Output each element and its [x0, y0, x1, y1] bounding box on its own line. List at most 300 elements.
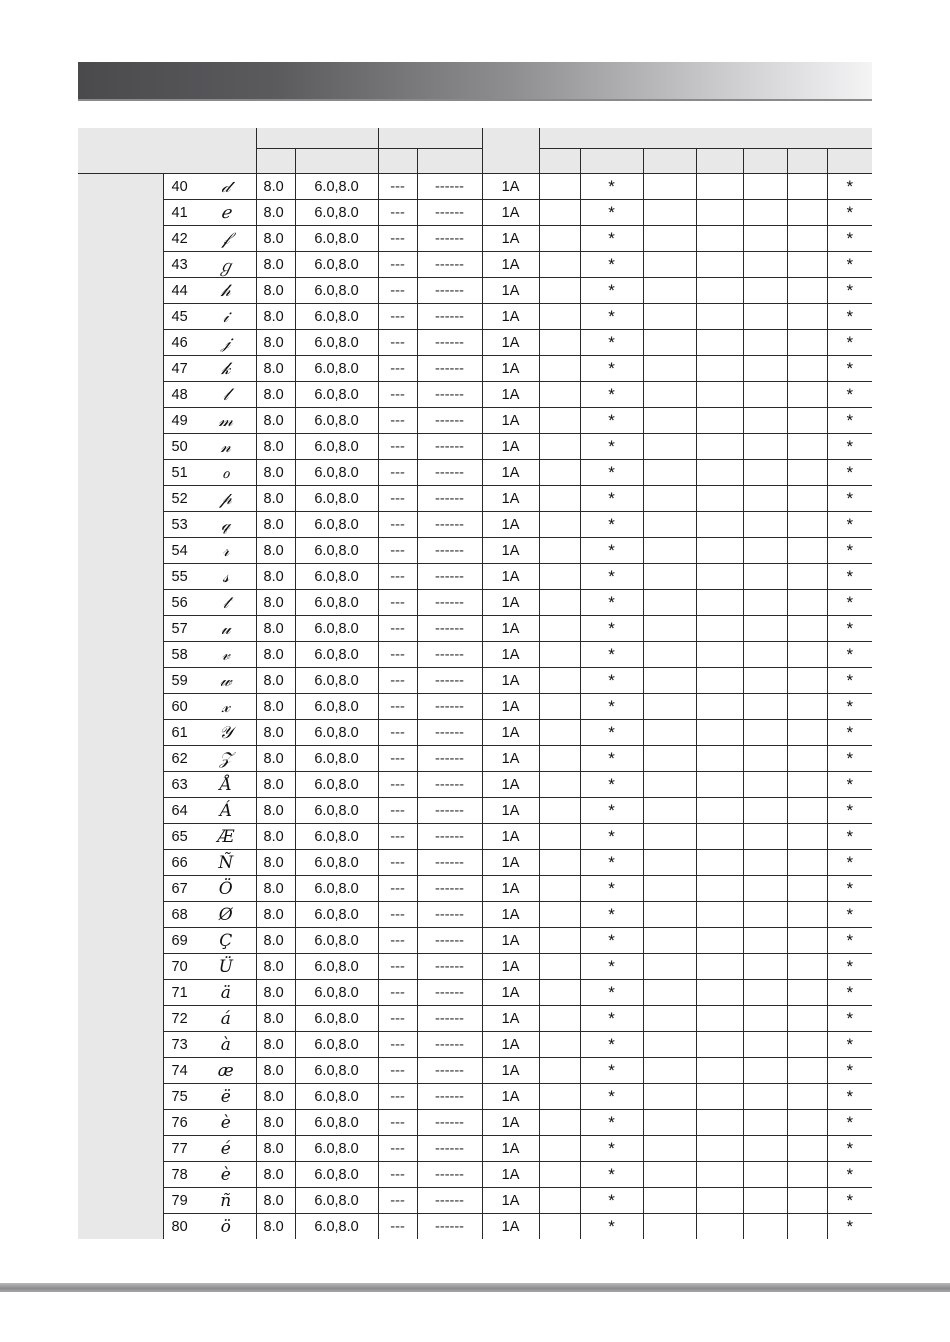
- empty-cell: [696, 954, 743, 980]
- value-cell: ------: [417, 460, 482, 486]
- value-cell: ------: [417, 1006, 482, 1032]
- code-number-cell: 67: [163, 876, 210, 902]
- star-mark-cell: *: [827, 590, 872, 616]
- script-glyph-cell: 𝒿: [210, 330, 256, 356]
- value-cell: ------: [417, 616, 482, 642]
- code-number-cell: 68: [163, 902, 210, 928]
- value-cell: ---: [378, 720, 417, 746]
- empty-cell: [787, 798, 827, 824]
- star-mark-cell: *: [827, 226, 872, 252]
- empty-cell: [743, 668, 787, 694]
- value-cell: ---: [378, 642, 417, 668]
- value-cell: ------: [417, 642, 482, 668]
- value-cell: 6.0,8.0: [295, 304, 378, 330]
- empty-cell: [743, 1084, 787, 1110]
- empty-cell: [696, 1162, 743, 1188]
- code-number-cell: 60: [163, 694, 210, 720]
- star-mark-cell: *: [827, 1188, 872, 1214]
- empty-cell: [539, 434, 580, 460]
- empty-cell: [539, 798, 580, 824]
- script-glyph-cell: Ç: [210, 928, 256, 954]
- empty-cell: [539, 1188, 580, 1214]
- code-number-cell: 72: [163, 1006, 210, 1032]
- empty-cell: [787, 252, 827, 278]
- header-group-3: [482, 128, 539, 174]
- value-cell: 1A: [482, 954, 539, 980]
- script-glyph-cell: 𝓅: [210, 486, 256, 512]
- empty-cell: [643, 928, 696, 954]
- value-cell: 8.0: [256, 200, 295, 226]
- star-mark-cell: *: [580, 382, 643, 408]
- value-cell: ------: [417, 694, 482, 720]
- value-cell: 6.0,8.0: [295, 486, 378, 512]
- value-cell: 8.0: [256, 1058, 295, 1084]
- value-cell: 6.0,8.0: [295, 252, 378, 278]
- code-number-cell: 47: [163, 356, 210, 382]
- star-mark-cell: *: [827, 850, 872, 876]
- empty-cell: [743, 876, 787, 902]
- value-cell: 8.0: [256, 980, 295, 1006]
- value-cell: ---: [378, 590, 417, 616]
- script-glyph-cell: 𝒴: [210, 720, 256, 746]
- table-row: [78, 876, 872, 902]
- empty-cell: [539, 980, 580, 1006]
- value-cell: ---: [378, 252, 417, 278]
- empty-cell: [643, 356, 696, 382]
- empty-cell: [643, 876, 696, 902]
- value-cell: 1A: [482, 720, 539, 746]
- script-glyph-cell: 𝓂: [210, 408, 256, 434]
- empty-cell: [696, 668, 743, 694]
- empty-cell: [696, 174, 743, 200]
- value-cell: ---: [378, 1188, 417, 1214]
- code-number-cell: 51: [163, 460, 210, 486]
- code-number-cell: 52: [163, 486, 210, 512]
- empty-cell: [743, 564, 787, 590]
- code-number-cell: 41: [163, 200, 210, 226]
- script-glyph-cell: à: [210, 1032, 256, 1058]
- value-cell: ---: [378, 1110, 417, 1136]
- empty-cell: [539, 1006, 580, 1032]
- value-cell: 8.0: [256, 746, 295, 772]
- star-mark-cell: *: [827, 486, 872, 512]
- empty-cell: [743, 746, 787, 772]
- star-mark-cell: *: [580, 564, 643, 590]
- empty-cell: [696, 330, 743, 356]
- value-cell: 1A: [482, 382, 539, 408]
- table-row: [78, 226, 872, 252]
- value-cell: ---: [378, 798, 417, 824]
- header-group-2: [378, 128, 482, 149]
- empty-cell: [743, 1136, 787, 1162]
- script-glyph-cell: Å: [210, 772, 256, 798]
- star-mark-cell: *: [580, 460, 643, 486]
- star-mark-cell: *: [580, 1110, 643, 1136]
- value-cell: 6.0,8.0: [295, 330, 378, 356]
- empty-cell: [743, 824, 787, 850]
- value-cell: 8.0: [256, 564, 295, 590]
- empty-cell: [539, 564, 580, 590]
- value-cell: 8.0: [256, 278, 295, 304]
- table-row: [78, 746, 872, 772]
- empty-cell: [696, 902, 743, 928]
- empty-cell: [539, 408, 580, 434]
- value-cell: ------: [417, 252, 482, 278]
- empty-cell: [787, 174, 827, 200]
- star-mark-cell: *: [827, 278, 872, 304]
- value-cell: ---: [378, 200, 417, 226]
- value-cell: 6.0,8.0: [295, 824, 378, 850]
- table-row: [78, 382, 872, 408]
- empty-cell: [787, 1110, 827, 1136]
- star-mark-cell: *: [827, 876, 872, 902]
- value-cell: 6.0,8.0: [295, 200, 378, 226]
- value-cell: ---: [378, 538, 417, 564]
- value-cell: 8.0: [256, 382, 295, 408]
- empty-cell: [539, 538, 580, 564]
- empty-cell: [539, 616, 580, 642]
- empty-cell: [787, 278, 827, 304]
- empty-cell: [787, 1006, 827, 1032]
- script-glyph-cell: Ø: [210, 902, 256, 928]
- empty-cell: [643, 1136, 696, 1162]
- table-row: [78, 252, 872, 278]
- empty-cell: [539, 954, 580, 980]
- value-cell: 8.0: [256, 616, 295, 642]
- star-mark-cell: *: [827, 1162, 872, 1188]
- star-mark-cell: *: [827, 1136, 872, 1162]
- table-row: [78, 772, 872, 798]
- code-number-cell: 71: [163, 980, 210, 1006]
- value-cell: ------: [417, 408, 482, 434]
- star-mark-cell: *: [580, 1214, 643, 1240]
- star-mark-cell: *: [827, 408, 872, 434]
- empty-cell: [743, 356, 787, 382]
- star-mark-cell: *: [827, 538, 872, 564]
- empty-cell: [539, 512, 580, 538]
- header-group-1: [256, 128, 378, 149]
- empty-cell: [743, 850, 787, 876]
- star-mark-cell: *: [827, 1058, 872, 1084]
- value-cell: 1A: [482, 486, 539, 512]
- star-mark-cell: *: [580, 1188, 643, 1214]
- font-spec-table: [78, 128, 872, 1239]
- value-cell: 8.0: [256, 512, 295, 538]
- empty-cell: [743, 460, 787, 486]
- star-mark-cell: *: [827, 902, 872, 928]
- table-row: [78, 434, 872, 460]
- empty-cell: [643, 538, 696, 564]
- empty-cell: [539, 1110, 580, 1136]
- code-number-cell: 56: [163, 590, 210, 616]
- empty-cell: [696, 772, 743, 798]
- star-mark-cell: *: [827, 642, 872, 668]
- value-cell: ---: [378, 174, 417, 200]
- table-row: [78, 694, 872, 720]
- empty-cell: [539, 460, 580, 486]
- value-cell: 6.0,8.0: [295, 668, 378, 694]
- subheader-cell: [643, 149, 696, 174]
- script-glyph-cell: 𝓋: [210, 642, 256, 668]
- empty-cell: [539, 278, 580, 304]
- star-mark-cell: *: [827, 200, 872, 226]
- code-number-cell: 80: [163, 1214, 210, 1240]
- table-row: [78, 486, 872, 512]
- empty-cell: [696, 564, 743, 590]
- code-number-cell: 70: [163, 954, 210, 980]
- empty-cell: [696, 252, 743, 278]
- value-cell: 6.0,8.0: [295, 382, 378, 408]
- code-number-cell: 76: [163, 1110, 210, 1136]
- value-cell: 6.0,8.0: [295, 278, 378, 304]
- code-number-cell: 55: [163, 564, 210, 590]
- value-cell: 1A: [482, 876, 539, 902]
- empty-cell: [743, 512, 787, 538]
- subheader-cell: [827, 149, 872, 174]
- empty-cell: [743, 278, 787, 304]
- empty-cell: [787, 1084, 827, 1110]
- script-glyph-cell: 𝓆: [210, 512, 256, 538]
- script-glyph-cell: ℊ: [210, 252, 256, 278]
- code-number-cell: 58: [163, 642, 210, 668]
- value-cell: ---: [378, 1006, 417, 1032]
- subheader-cell: [539, 149, 580, 174]
- empty-cell: [696, 1110, 743, 1136]
- value-cell: 8.0: [256, 408, 295, 434]
- empty-cell: [643, 980, 696, 1006]
- value-cell: 8.0: [256, 1006, 295, 1032]
- star-mark-cell: *: [580, 330, 643, 356]
- star-mark-cell: *: [827, 954, 872, 980]
- code-number-cell: 61: [163, 720, 210, 746]
- value-cell: 1A: [482, 1110, 539, 1136]
- empty-cell: [743, 486, 787, 512]
- empty-cell: [696, 824, 743, 850]
- empty-cell: [539, 720, 580, 746]
- value-cell: ---: [378, 668, 417, 694]
- empty-cell: [787, 746, 827, 772]
- value-cell: 6.0,8.0: [295, 1110, 378, 1136]
- empty-cell: [539, 1084, 580, 1110]
- value-cell: 6.0,8.0: [295, 1058, 378, 1084]
- value-cell: 6.0,8.0: [295, 564, 378, 590]
- code-number-cell: 62: [163, 746, 210, 772]
- value-cell: ------: [417, 330, 482, 356]
- empty-cell: [539, 1214, 580, 1240]
- value-cell: 8.0: [256, 668, 295, 694]
- value-cell: 8.0: [256, 356, 295, 382]
- subheader-cell: [417, 149, 482, 174]
- table-row: [78, 850, 872, 876]
- value-cell: ---: [378, 1136, 417, 1162]
- script-glyph-cell: ñ: [210, 1188, 256, 1214]
- header-group-4: [539, 128, 872, 149]
- script-glyph-cell: 𝒻: [210, 226, 256, 252]
- value-cell: ---: [378, 564, 417, 590]
- empty-cell: [696, 590, 743, 616]
- star-mark-cell: *: [580, 1032, 643, 1058]
- value-cell: 6.0,8.0: [295, 642, 378, 668]
- empty-cell: [643, 668, 696, 694]
- star-mark-cell: *: [580, 954, 643, 980]
- empty-cell: [696, 460, 743, 486]
- empty-cell: [743, 1006, 787, 1032]
- script-glyph-cell: Ö: [210, 876, 256, 902]
- empty-cell: [787, 460, 827, 486]
- value-cell: 6.0,8.0: [295, 1162, 378, 1188]
- value-cell: 1A: [482, 434, 539, 460]
- empty-cell: [743, 408, 787, 434]
- empty-cell: [787, 954, 827, 980]
- table-row: [78, 590, 872, 616]
- value-cell: 1A: [482, 1188, 539, 1214]
- table-row: [78, 1006, 872, 1032]
- script-glyph-cell: 𝓊: [210, 616, 256, 642]
- value-cell: 6.0,8.0: [295, 460, 378, 486]
- empty-cell: [696, 876, 743, 902]
- star-mark-cell: *: [827, 928, 872, 954]
- script-glyph-cell: 𝓈: [210, 564, 256, 590]
- star-mark-cell: *: [827, 798, 872, 824]
- star-mark-cell: *: [580, 1058, 643, 1084]
- empty-cell: [539, 1058, 580, 1084]
- empty-cell: [787, 1136, 827, 1162]
- value-cell: ---: [378, 1032, 417, 1058]
- empty-cell: [743, 772, 787, 798]
- value-cell: 8.0: [256, 642, 295, 668]
- empty-cell: [539, 1162, 580, 1188]
- empty-cell: [787, 1188, 827, 1214]
- value-cell: 8.0: [256, 902, 295, 928]
- script-glyph-cell: 𝓀: [210, 356, 256, 382]
- subheader-cell: [295, 149, 378, 174]
- table-row: [78, 200, 872, 226]
- script-glyph-cell: Ñ: [210, 850, 256, 876]
- empty-cell: [743, 720, 787, 746]
- empty-cell: [643, 824, 696, 850]
- code-number-cell: 79: [163, 1188, 210, 1214]
- empty-cell: [787, 902, 827, 928]
- empty-cell: [643, 1188, 696, 1214]
- star-mark-cell: *: [827, 980, 872, 1006]
- empty-cell: [787, 668, 827, 694]
- value-cell: 1A: [482, 616, 539, 642]
- empty-cell: [787, 1032, 827, 1058]
- star-mark-cell: *: [580, 798, 643, 824]
- star-mark-cell: *: [580, 850, 643, 876]
- subheader-cell: [696, 149, 743, 174]
- value-cell: ---: [378, 356, 417, 382]
- value-cell: ---: [378, 694, 417, 720]
- empty-cell: [743, 980, 787, 1006]
- empty-cell: [643, 304, 696, 330]
- value-cell: 8.0: [256, 1162, 295, 1188]
- empty-cell: [539, 902, 580, 928]
- empty-cell: [696, 1032, 743, 1058]
- value-cell: 1A: [482, 980, 539, 1006]
- value-cell: ------: [417, 980, 482, 1006]
- script-glyph-cell: ℴ: [210, 460, 256, 486]
- empty-cell: [696, 226, 743, 252]
- empty-cell: [539, 1136, 580, 1162]
- code-number-cell: 74: [163, 1058, 210, 1084]
- star-mark-cell: *: [580, 668, 643, 694]
- value-cell: ---: [378, 486, 417, 512]
- empty-cell: [539, 330, 580, 356]
- empty-cell: [787, 720, 827, 746]
- empty-cell: [787, 850, 827, 876]
- table-row: [78, 616, 872, 642]
- star-mark-cell: *: [580, 200, 643, 226]
- empty-cell: [696, 382, 743, 408]
- star-mark-cell: *: [580, 252, 643, 278]
- empty-cell: [787, 824, 827, 850]
- table-row: [78, 1162, 872, 1188]
- star-mark-cell: *: [580, 486, 643, 512]
- empty-cell: [787, 330, 827, 356]
- empty-cell: [743, 1058, 787, 1084]
- script-glyph-cell: ä: [210, 980, 256, 1006]
- value-cell: ---: [378, 382, 417, 408]
- code-number-cell: 66: [163, 850, 210, 876]
- empty-cell: [643, 642, 696, 668]
- value-cell: 8.0: [256, 772, 295, 798]
- empty-cell: [643, 850, 696, 876]
- empty-cell: [643, 1006, 696, 1032]
- star-mark-cell: *: [827, 746, 872, 772]
- star-mark-cell: *: [580, 1136, 643, 1162]
- empty-cell: [787, 200, 827, 226]
- star-mark-cell: *: [827, 460, 872, 486]
- value-cell: 6.0,8.0: [295, 980, 378, 1006]
- empty-cell: [743, 252, 787, 278]
- empty-cell: [696, 1136, 743, 1162]
- star-mark-cell: *: [827, 616, 872, 642]
- value-cell: 1A: [482, 226, 539, 252]
- empty-cell: [643, 720, 696, 746]
- value-cell: ------: [417, 928, 482, 954]
- value-cell: ---: [378, 954, 417, 980]
- value-cell: 1A: [482, 798, 539, 824]
- value-cell: 8.0: [256, 252, 295, 278]
- empty-cell: [539, 668, 580, 694]
- star-mark-cell: *: [827, 1032, 872, 1058]
- value-cell: 6.0,8.0: [295, 226, 378, 252]
- value-cell: 6.0,8.0: [295, 356, 378, 382]
- empty-cell: [696, 408, 743, 434]
- value-cell: ---: [378, 1162, 417, 1188]
- value-cell: 8.0: [256, 486, 295, 512]
- code-number-cell: 40: [163, 174, 210, 200]
- value-cell: ------: [417, 1110, 482, 1136]
- value-cell: 1A: [482, 1006, 539, 1032]
- script-glyph-cell: Ü: [210, 954, 256, 980]
- value-cell: ---: [378, 1058, 417, 1084]
- empty-cell: [696, 356, 743, 382]
- table-row: [78, 1136, 872, 1162]
- value-cell: ------: [417, 538, 482, 564]
- table-row: [78, 1084, 872, 1110]
- row-group-label: [78, 174, 163, 1240]
- empty-cell: [539, 850, 580, 876]
- code-number-cell: 49: [163, 408, 210, 434]
- script-glyph-cell: ë: [210, 1084, 256, 1110]
- value-cell: ------: [417, 1188, 482, 1214]
- star-mark-cell: *: [827, 1110, 872, 1136]
- value-cell: ------: [417, 304, 482, 330]
- star-mark-cell: *: [827, 330, 872, 356]
- value-cell: 1A: [482, 1214, 539, 1240]
